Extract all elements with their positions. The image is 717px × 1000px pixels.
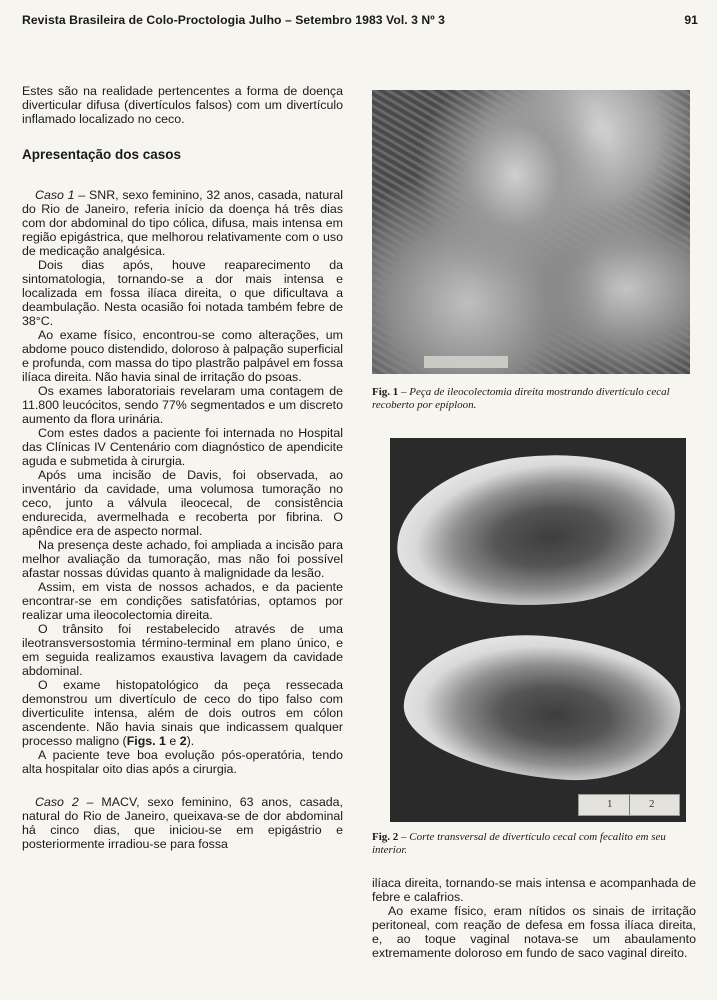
paragraph-assim: Assim, em vista de nossos achados, e da paciente encontrar-se em condições satisfatórias, optamos por realizar uma ileocolectomia direita. — [22, 580, 343, 622]
section-title: Apresentação dos casos — [22, 147, 182, 162]
case1-label: Caso 1 — [35, 188, 75, 202]
case2-paragraph — [22, 795, 343, 851]
paragraph-transito: O trânsito foi restabelecido através de uma ileotransversostomia término-terminal em plano único, e em seguida realizamos exaustiva lavagem da cavidade abdominal. — [22, 622, 343, 678]
paragraph-continuation: ilíaca direita, tornando-se mais intensa e acompanhada de febre e calafrios. — [372, 876, 696, 904]
specimen-tag — [424, 356, 508, 368]
histo-close: ). — [186, 734, 195, 748]
histo-and: e — [165, 734, 180, 748]
paragraph-dois-dias: Dois dias após, houve reaparecimento da sintomatologia, tornando-se a dor mais intensa e localizada em fossa ilíaca direita, o que dificultava a deambulação. Nesta ocasião foi notada também febre de 38°C. — [22, 258, 343, 328]
figure-2-caption-text: – Corte transversal de divertículo cecal com fecalito em seu interior. — [372, 831, 666, 856]
paragraph-laboratorio: Os exames laboratoriais revelaram uma contagem de 11.800 leucócitos, sendo 77% segmentados e um discreto aumento da flora urinária. — [22, 384, 343, 426]
figure-1-label: Fig. 1 — [372, 386, 399, 398]
ruler-mark-1: 1 — [607, 798, 613, 810]
running-header — [22, 13, 698, 31]
paragraph-exame-fisico-2: Ao exame físico, eram nítidos os sinais de irritação peritoneal, com reação de defesa em fossa ilíaca direita, e, ao toque vaginal notava-se um abaulamento extremamente doloroso em fundo de saco vaginal direito. — [372, 904, 696, 960]
figure-ref-2[interactable]: 2 — [179, 734, 187, 748]
left-text-column — [22, 84, 343, 851]
figure-1-photo — [372, 90, 690, 374]
figure-2-caption — [372, 831, 696, 857]
scale-ruler — [578, 794, 680, 816]
ruler-tick — [629, 795, 630, 815]
figure-2-label: Fig. 2 — [372, 831, 399, 843]
figure-2-photo — [390, 438, 686, 822]
journal-running-head: Revista Brasileira de Colo-Proctologia Julho – Setembro 1983 Vol. 3 Nº 3 — [22, 13, 446, 27]
specimen-section-bottom — [399, 627, 684, 788]
figure-ref-1[interactable]: Figs. 1 — [126, 734, 166, 748]
paragraph-davis: Após uma incisão de Davis, foi observada, ao inventário da cavidade, uma volumosa tumoração no ceco, junto a válvula ileocecal, de consistência endurecida, avermelhada e recoberta por fibrina. O apêndice era de aspecto normal. — [22, 468, 343, 538]
paragraph-exame-fisico: Ao exame físico, encontrou-se como alterações, um abdome pouco distendido, doloroso à palpação superficial e profunda, com massa do tipo plastrão palpável em fossa ilíaca direita. Não havia sinal de irritação do psoas. — [22, 328, 343, 384]
case2-label: Caso 2 — [35, 795, 79, 809]
case1-text: – SNR, sexo feminino, 32 anos, casada, natural do Rio de Janeiro, referia início da doença há três dias com dor abdominal do tipo cólica, difusa, mais intensa em região epigástrica, que melhorou relativamente com o uso de medicação analgésica. — [22, 188, 343, 258]
intro-paragraph: Estes são na realidade pertencentes a forma de doença diverticular difusa (divertículos falsos) com um divertículo inflamado localizado no ceco. — [22, 84, 343, 126]
histo-text: O exame histopatológico da peça ressecada demonstrou um divertículo de ceco do tipo falso com diverticulite intensa, além de dois outros em cólon ascendente. Não havia sinais que indicassem qualquer processo maligno ( — [22, 678, 343, 748]
page-number: 91 — [684, 13, 698, 27]
specimen-section-top — [390, 442, 683, 620]
paragraph-internada: Com estes dados a paciente foi internada no Hospital das Clínicas IV Centenário com diagnóstico de apendicite aguda e submetida à cirurgia. — [22, 426, 343, 468]
paragraph-histopatologico — [22, 678, 343, 748]
figure-1-caption-text: – Peça de ileocolectomia direita mostrando divertículo cecal recoberto por epíploon. — [372, 386, 670, 411]
case2-text: – MACV, sexo feminino, 63 anos, casada, natural do Rio de Janeiro, queixava-se de dor abdominal há cinco dias, que iniciou-se em epigástrio e posteriormente irradiou-se para fossa — [22, 795, 343, 851]
ruler-mark-2: 2 — [649, 798, 655, 810]
figure-1-caption — [372, 386, 696, 412]
paragraph-evolucao: A paciente teve boa evolução pós-operatória, tendo alta hospitalar oito dias após a cirurgia. — [22, 748, 343, 776]
right-text-column — [372, 876, 696, 960]
case1-paragraph — [22, 188, 343, 258]
paragraph-presenca: Na presença deste achado, foi ampliada a incisão para melhor avaliação da tumoração, mas não foi possível afastar nossas dúvidas quanto à malignidade da lesão. — [22, 538, 343, 580]
